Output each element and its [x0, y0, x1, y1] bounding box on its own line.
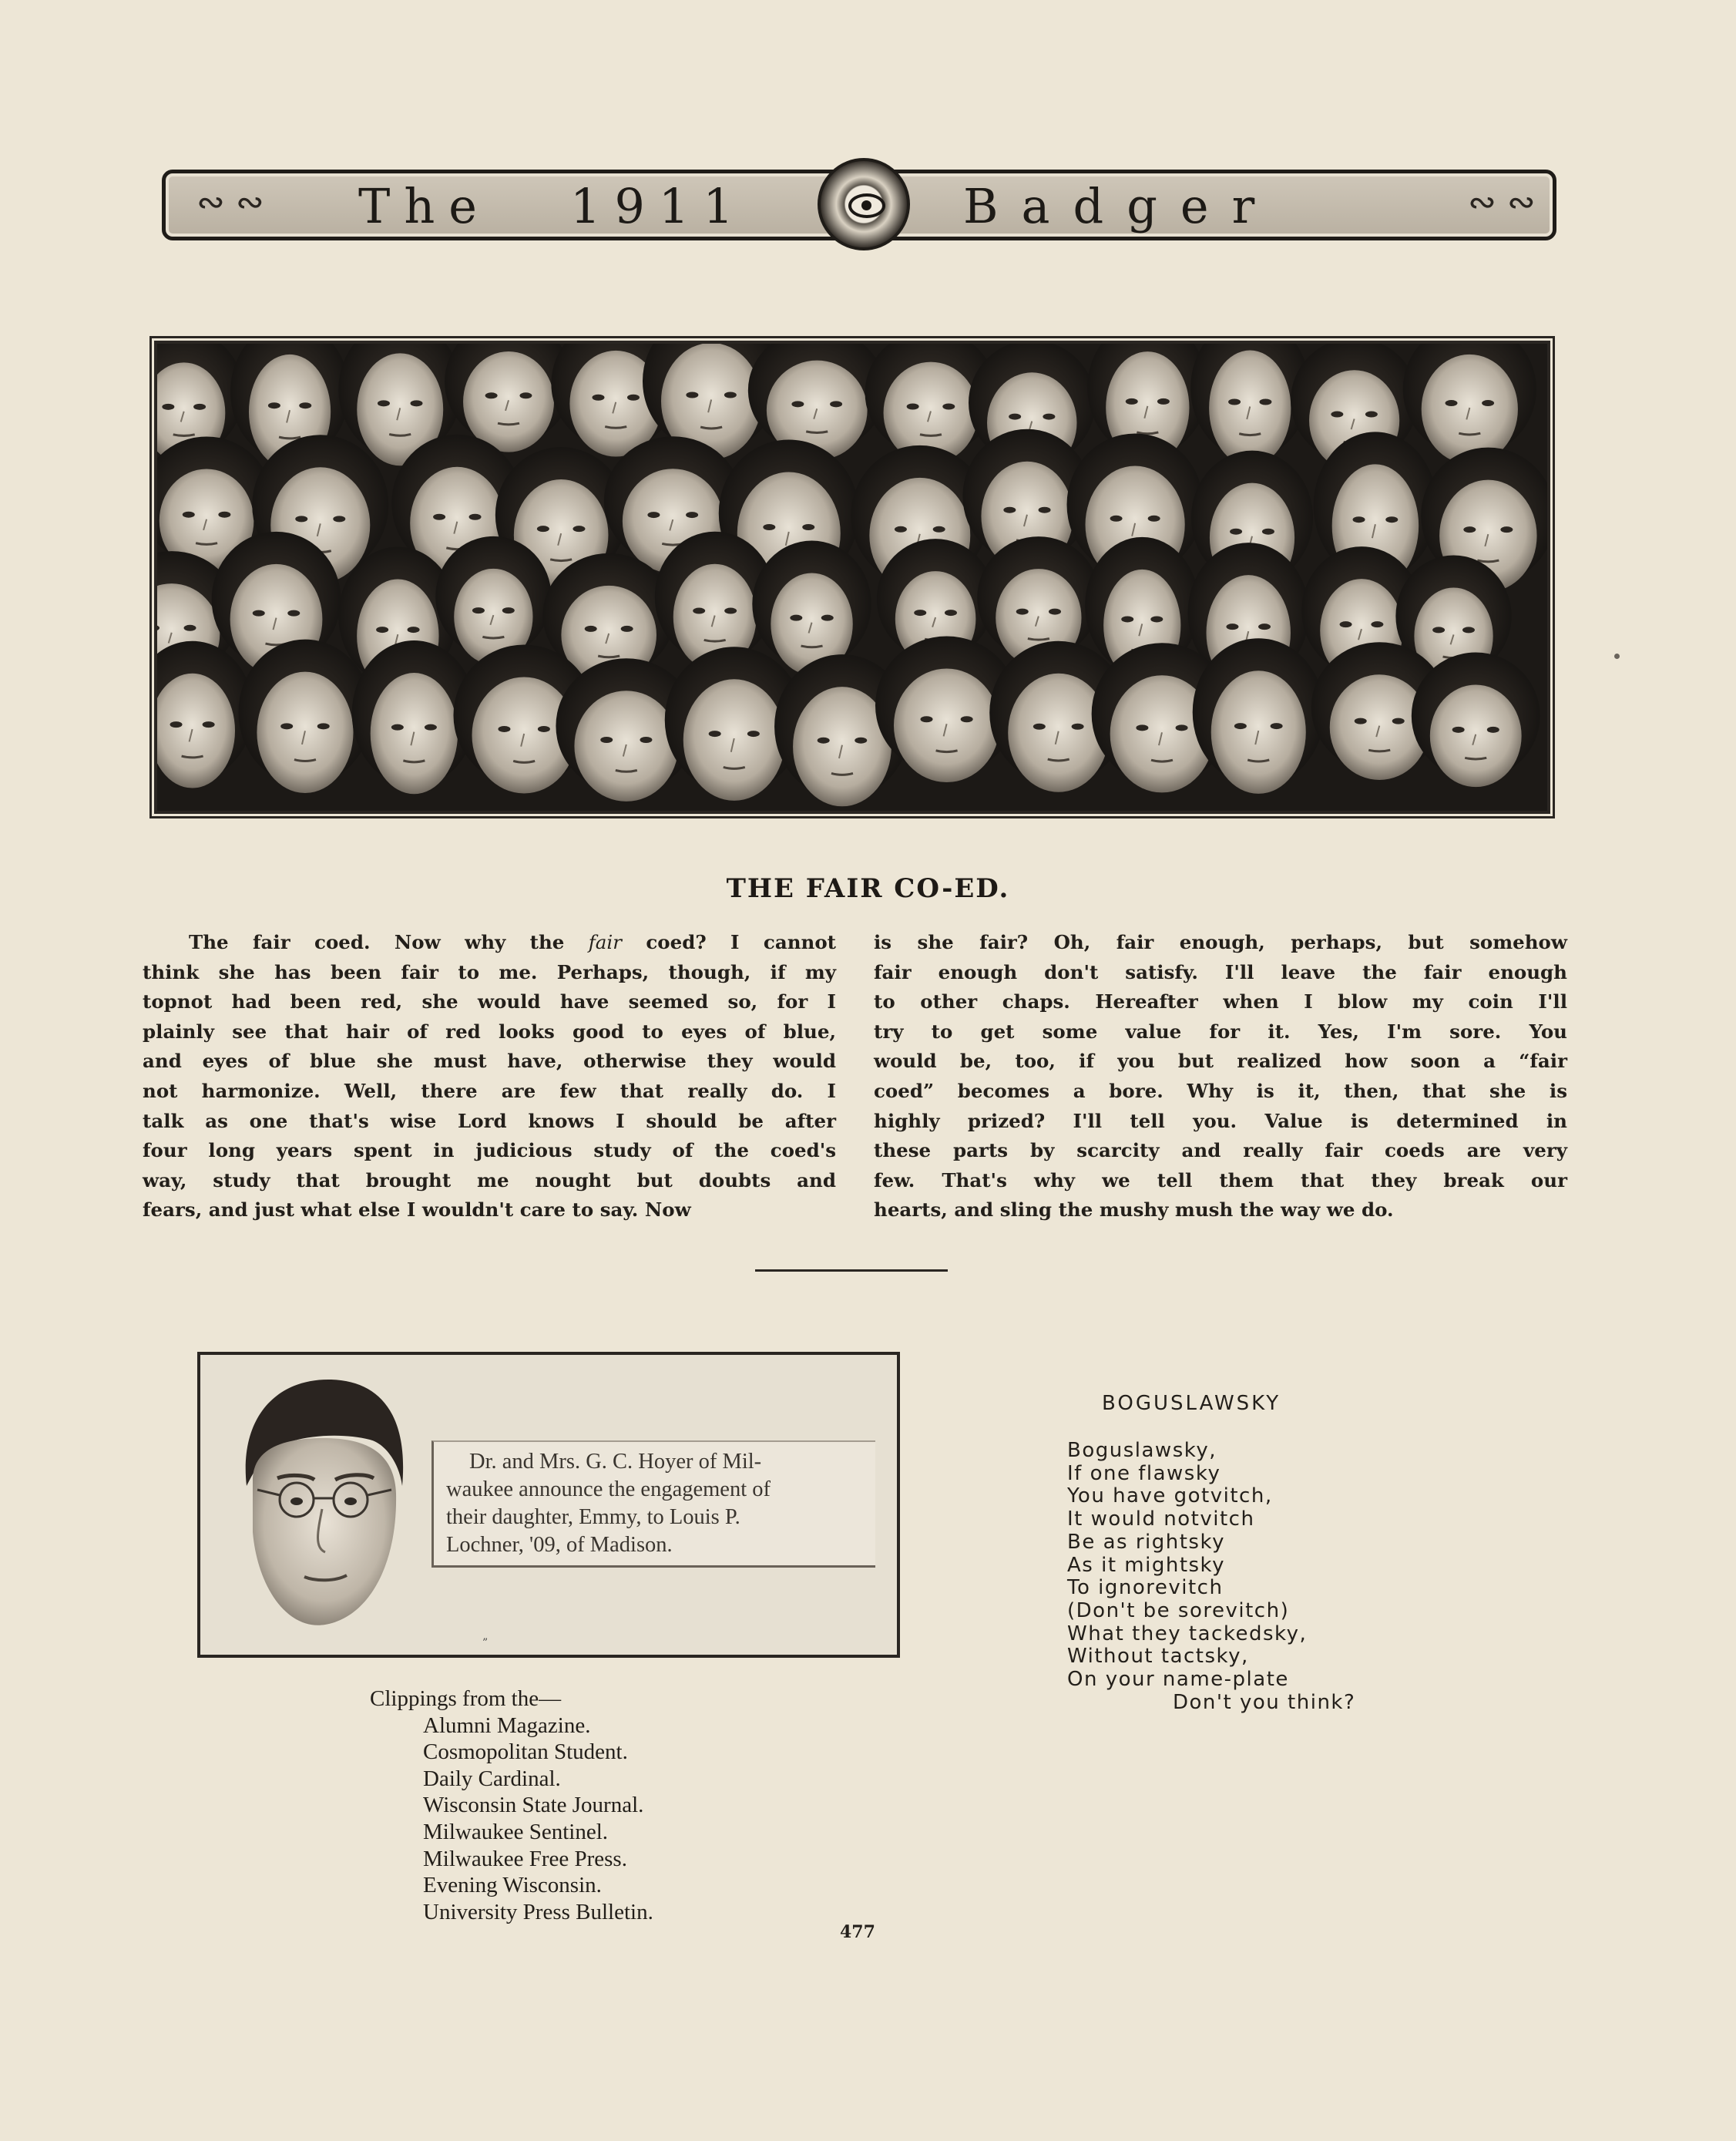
page-number: 477	[840, 1922, 875, 1942]
poem-line: On your name-plate	[1067, 1668, 1289, 1692]
poem-line: To ignorevitch	[1067, 1576, 1224, 1600]
face-portrait	[238, 640, 371, 793]
poem-line: What they tackedsky,	[1067, 1622, 1308, 1645]
source-item: Milwaukee Free Press.	[423, 1846, 627, 1871]
article-line: not harmonize. Well, there are few that really do. I	[143, 1079, 836, 1102]
article-line: The fair coed. Now why the fair coed? I cannot	[189, 931, 836, 953]
article-line: think she has been fair to me. Perhaps, though, if my	[143, 960, 836, 983]
article-line: hearts, and sling the mushy mush the way we do.	[874, 1198, 1394, 1222]
engagement-clipping	[197, 1352, 900, 1658]
article-column-left	[143, 928, 836, 1225]
article-line: would be, too, if you but realized how soon a “fair	[874, 1050, 1567, 1073]
title-banner	[162, 170, 1556, 240]
portrait-photo	[223, 1370, 424, 1640]
source-item: University Press Bulletin.	[423, 1899, 653, 1924]
engagement-notice	[431, 1440, 875, 1568]
article-line: fair enough don't satisfy. I'll leave the fair enough	[874, 960, 1567, 983]
article-line: highly prized? I'll tell you. Value is determined in	[874, 1109, 1567, 1132]
poem-line: Don't you think?	[1173, 1690, 1356, 1714]
notice-line: Dr. and Mrs. G. C. Hoyer of Mil-	[469, 1450, 762, 1474]
article-line: four long years spent in judicious study of the coed's	[143, 1139, 836, 1162]
article-line: way, study that brought me nought but doubts and	[143, 1168, 836, 1191]
poem-line: As it mightsky	[1067, 1553, 1226, 1577]
article-line: try to get some value for it. Yes, I'm sore. You	[874, 1020, 1567, 1043]
section-divider	[755, 1269, 948, 1272]
source-item: Alumni Magazine.	[423, 1712, 591, 1738]
poem-body	[1067, 1440, 1355, 1714]
flourish-icon: ∾ ∾	[1468, 183, 1536, 222]
university-seal-icon	[818, 158, 910, 250]
source-item: Milwaukee Sentinel.	[423, 1819, 609, 1844]
article-column-right	[874, 928, 1567, 1225]
face-portrait	[752, 541, 871, 675]
notice-line: Lochner, '09, of Madison.	[446, 1533, 673, 1557]
poem-line: Without tactsky,	[1067, 1645, 1249, 1669]
face-portrait	[1403, 344, 1536, 464]
source-item: Wisconsin State Journal.	[423, 1793, 644, 1818]
coed-photo-collage	[154, 341, 1550, 814]
article-line: is she fair? Oh, fair enough, perhaps, but somehow	[874, 931, 1567, 953]
poem-line: Boguslawsky,	[1067, 1439, 1217, 1462]
flourish-icon: ∾ ∾	[196, 183, 264, 222]
face-portrait	[1193, 638, 1325, 794]
clipping-sources-list	[370, 1686, 653, 1925]
poem-line: (Don't be sorevitch)	[1067, 1598, 1290, 1622]
article-line: coed” becomes a bore. Why is it, then, that she is	[874, 1079, 1567, 1102]
article-line: topnot had been red, she would have seemed so, for I	[143, 990, 836, 1013]
poem-line: It would notvitch	[1067, 1507, 1255, 1531]
article-line: fears, and just what else I wouldn't care to say. Now	[143, 1198, 691, 1222]
banner-word-badger: Badger	[963, 178, 1278, 234]
source-item: Evening Wisconsin.	[423, 1873, 602, 1898]
article-line: and eyes of blue she must have, otherwise they would	[143, 1050, 836, 1073]
article-line: to other chaps. Hereafter when I blow my coin I'll	[874, 990, 1567, 1013]
article-line: plainly see that hair of red looks good to eyes of blue,	[143, 1020, 836, 1043]
poem-line: If one flawsky	[1067, 1461, 1221, 1485]
clipping-mark: ”	[482, 1637, 489, 1649]
article-title: THE FAIR CO-ED.	[726, 873, 1010, 904]
source-item: Daily Cardinal.	[423, 1766, 561, 1791]
sources-heading: Clippings from the—	[370, 1686, 562, 1711]
article-line: talk as one that's wise Lord knows I should be after	[143, 1109, 836, 1132]
notice-line: their daughter, Emmy, to Louis P.	[446, 1505, 740, 1529]
poem-line: You have gotvitch,	[1067, 1484, 1273, 1508]
banner-word-year: 1911	[570, 178, 747, 234]
paper-speck	[1614, 654, 1620, 659]
face-portrait	[1412, 653, 1540, 788]
notice-line: waukee announce the engagement of	[446, 1477, 771, 1501]
poem-title: BOGUSLAWSKY	[1102, 1392, 1281, 1415]
banner-word-the: The	[358, 178, 491, 234]
source-item: Cosmopolitan Student.	[423, 1739, 628, 1765]
article-line: these parts by scarcity and really fair coeds are very	[874, 1139, 1567, 1162]
poem-line: Be as rightsky	[1067, 1530, 1225, 1554]
article-line: few. That's why we tell them that they break our	[874, 1168, 1567, 1191]
face-portrait	[748, 344, 886, 460]
